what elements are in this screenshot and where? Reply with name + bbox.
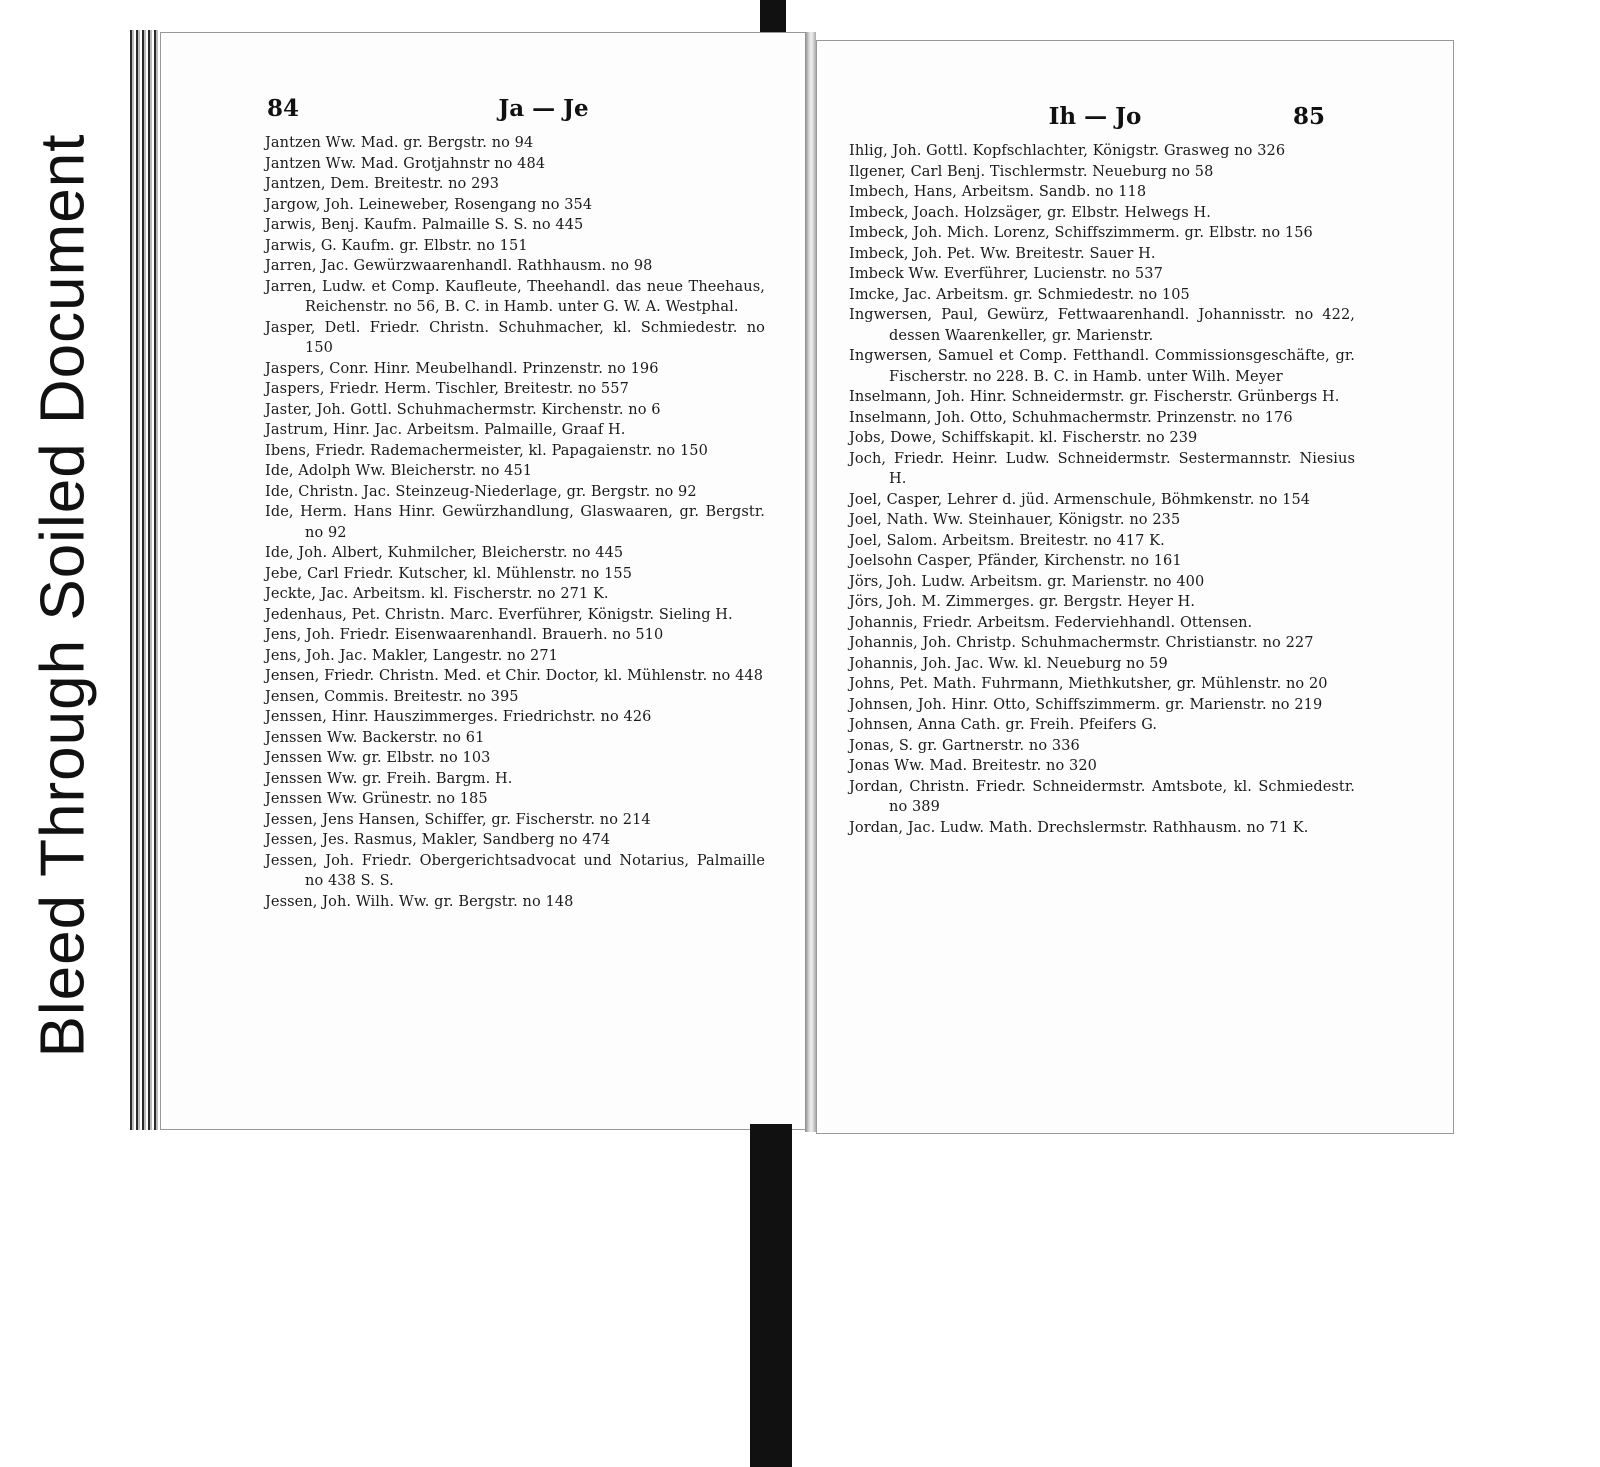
directory-entry: Inselmann, Joh. Hinr. Schneidermstr. gr. Fischerstr. Grünbergs H. [849,389,1340,405]
directory-entry: Jedenhaus, Pet. Christn. Marc. Everführer, Königstr. Sieling H. [265,606,733,623]
directory-entry: Jonas Ww. Mad. Breitestr. no 320 [849,758,1097,774]
directory-entry: Jarwis, G. Kaufm. gr. Elbstr. no 151 [265,237,528,254]
directory-entry: Jenssen Ww. Grünestr. no 185 [265,791,488,807]
directory-entry: Jenssen Ww. gr. Freih. Bargm. H. [265,770,513,787]
directory-entry: Jarwis, Benj. Kaufm. Palmaille S. S. no 445 [265,217,584,233]
right-page [816,40,1454,1134]
directory-entry: Ide, Christn. Jac. Steinzeug-Niederlage, gr. Bergstr. no 92 [265,483,697,500]
page-number: 84 [267,95,300,122]
directory-entry: Jantzen Ww. Mad. gr. Bergstr. no 94 [265,135,534,151]
directory-entry: Ingwersen, Paul, Gewürz, Fettwaarenhandl. Johannisstr. no 422, dessen Waarenkeller, gr. Marienstr. [849,307,1355,344]
directory-entry: Imbech, Hans, Arbeitsm. Sandb. no 118 [849,184,1147,200]
book-gutter [805,32,816,1132]
directory-entry: Jörs, Joh. M. Zimmerges. gr. Bergstr. Heyer H. [849,594,1196,610]
directory-entry: Ingwersen, Samuel et Comp. Fetthandl. Commissionsgeschäfte, gr. Fischerstr. no 228. B. C. in Hamb. unter Wilh. Meyer [849,348,1355,385]
page-edges [130,30,160,1130]
right-page-header [817,103,1453,143]
directory-entry: Johnsen, Joh. Hinr. Otto, Schiffszimmerm. gr. Marienstr. no 219 [849,696,1323,713]
left-page-header [161,95,806,135]
directory-entry: Jastrum, Hinr. Jac. Arbeitsm. Palmaille, Graaf H. [265,422,626,438]
left-page [160,32,807,1130]
directory-entry: Jeckte, Jac. Arbeitsm. kl. Fischerstr. no 271 K. [265,586,609,602]
directory-entry: Jantzen, Dem. Breitestr. no 293 [265,176,500,192]
directory-entry: Jobs, Dowe, Schiffskapit. kl. Fischerstr. no 239 [849,430,1198,446]
directory-entry: Imbeck Ww. Everführer, Lucienstr. no 537 [849,266,1163,282]
page-range: Ja — Je [498,95,589,122]
directory-entry: Jaster, Joh. Gottl. Schuhmachermstr. Kirchenstr. no 6 [265,401,661,418]
directory-entry: Jantzen Ww. Mad. Grotjahnstr no 484 [265,155,546,172]
directory-entry: Joch, Friedr. Heinr. Ludw. Schneidermstr. Sestermannstr. Niesius H. [849,450,1355,487]
left-entries [265,133,765,912]
directory-entry: Johnsen, Anna Cath. gr. Freih. Pfeifers G. [849,717,1158,733]
directory-entry: Jaspers, Friedr. Herm. Tischler, Breitestr. no 557 [265,381,629,397]
directory-entry: Jens, Joh. Friedr. Eisenwaarenhandl. Brauerh. no 510 [265,627,664,643]
directory-entry: Ide, Herm. Hans Hinr. Gewürzhandlung, Glaswaaren, gr. Bergstr. no 92 [265,504,765,541]
side-label [18,95,108,1095]
directory-entry: Jenssen Ww. gr. Elbstr. no 103 [265,750,491,766]
directory-entry: Jörs, Joh. Ludw. Arbeitsm. gr. Marienstr. no 400 [849,573,1205,590]
directory-entry: Jonas, S. gr. Gartnerstr. no 336 [849,737,1080,754]
directory-entry: Inselmann, Joh. Otto, Schuhmachermstr. Prinzenstr. no 176 [849,409,1293,426]
directory-entry: Jordan, Christn. Friedr. Schneidermstr. Amtsbote, kl. Schmiedestr. no 389 [849,778,1355,815]
directory-entry: Johannis, Joh. Christp. Schuhmachermstr. Christianstr. no 227 [849,635,1314,651]
directory-entry: Jordan, Jac. Ludw. Math. Drechslermstr. Rathhausm. no 71 K. [849,819,1309,836]
directory-entry: Ide, Joh. Albert, Kuhmilcher, Bleicherstr. no 445 [265,545,624,561]
directory-entry: Johannis, Friedr. Arbeitsm. Federviehhandl. Ottensen. [849,614,1253,631]
directory-entry: Joel, Nath. Ww. Steinhauer, Königstr. no 235 [849,512,1181,528]
directory-entry: Jebe, Carl Friedr. Kutscher, kl. Mühlenstr. no 155 [265,565,633,582]
directory-entry: Jenssen Ww. Backerstr. no 61 [265,729,485,746]
directory-entry: Imbeck, Joh. Mich. Lorenz, Schiffszimmerm. gr. Elbstr. no 156 [849,225,1313,241]
directory-entry: Imcke, Jac. Arbeitsm. gr. Schmiedestr. no 105 [849,286,1190,303]
directory-entry: Jensen, Friedr. Christn. Med. et Chir. Doctor, kl. Mühlenstr. no 448 [265,668,764,684]
page-number: 85 [1292,103,1325,130]
directory-entry: Jens, Joh. Jac. Makler, Langestr. no 271 [265,647,558,664]
directory-entry: Ibens, Friedr. Rademachermeister, kl. Papagaienstr. no 150 [265,442,708,459]
directory-entry: Ilgener, Carl Benj. Tischlermstr. Neueburg no 58 [849,163,1214,180]
directory-entry: Jaspers, Conr. Hinr. Meubelhandl. Prinzenstr. no 196 [265,360,659,377]
directory-entry: Jarren, Ludw. et Comp. Kaufleute, Theehandl. das neue Theehaus, Reichenstr. no 56, B. C. in Hamb. unter G. W. A. Westphal. [265,278,765,315]
directory-entry: Imbeck, Joach. Holzsäger, gr. Elbstr. Helwegs H. [849,204,1211,221]
directory-entry: Jarren, Jac. Gewürzwaarenhandl. Rathhausm. no 98 [265,258,653,274]
directory-entry: Joelsohn Casper, Pfänder, Kirchenstr. no 161 [849,553,1182,569]
directory-entry: Johannis, Joh. Jac. Ww. kl. Neueburg no 59 [849,655,1168,672]
bottom-bar [750,1124,792,1467]
directory-entry: Jensen, Commis. Breitestr. no 395 [265,688,519,705]
side-label-text: Bleed Through Soiled Document [28,133,98,1057]
directory-entry: Johns, Pet. Math. Fuhrmann, Miethkutsher, gr. Mühlenstr. no 20 [849,676,1328,692]
directory-entry: Jenssen, Hinr. Hauszimmerges. Friedrichstr. no 426 [265,709,652,725]
directory-entry: Joel, Salom. Arbeitsm. Breitestr. no 417 K. [849,532,1165,549]
directory-entry: Jasper, Detl. Friedr. Christn. Schuhmacher, kl. Schmiedestr. no 150 [265,319,765,356]
directory-entry: Jessen, Jes. Rasmus, Makler, Sandberg no 474 [265,832,611,848]
directory-entry: Jessen, Joh. Wilh. Ww. gr. Bergstr. no 148 [265,893,574,910]
directory-entry: Jargow, Joh. Leineweber, Rosengang no 354 [265,196,593,213]
directory-entry: Joel, Casper, Lehrer d. jüd. Armenschule, Böhmkenstr. no 154 [849,491,1311,508]
page-range: Ih — Jo [1048,103,1142,130]
directory-entry: Jessen, Jens Hansen, Schiffer, gr. Fischerstr. no 214 [265,811,651,828]
directory-entry: Imbeck, Joh. Pet. Ww. Breitestr. Sauer H. [849,245,1156,262]
directory-entry: Ihlig, Joh. Gottl. Kopfschlachter, Königstr. Grasweg no 326 [849,143,1286,159]
directory-entry: Ide, Adolph Ww. Bleicherstr. no 451 [265,463,533,479]
directory-entry: Jessen, Joh. Friedr. Obergerichtsadvocat und Notarius, Palmaille no 438 S. S. [265,852,765,889]
right-entries [849,141,1355,838]
